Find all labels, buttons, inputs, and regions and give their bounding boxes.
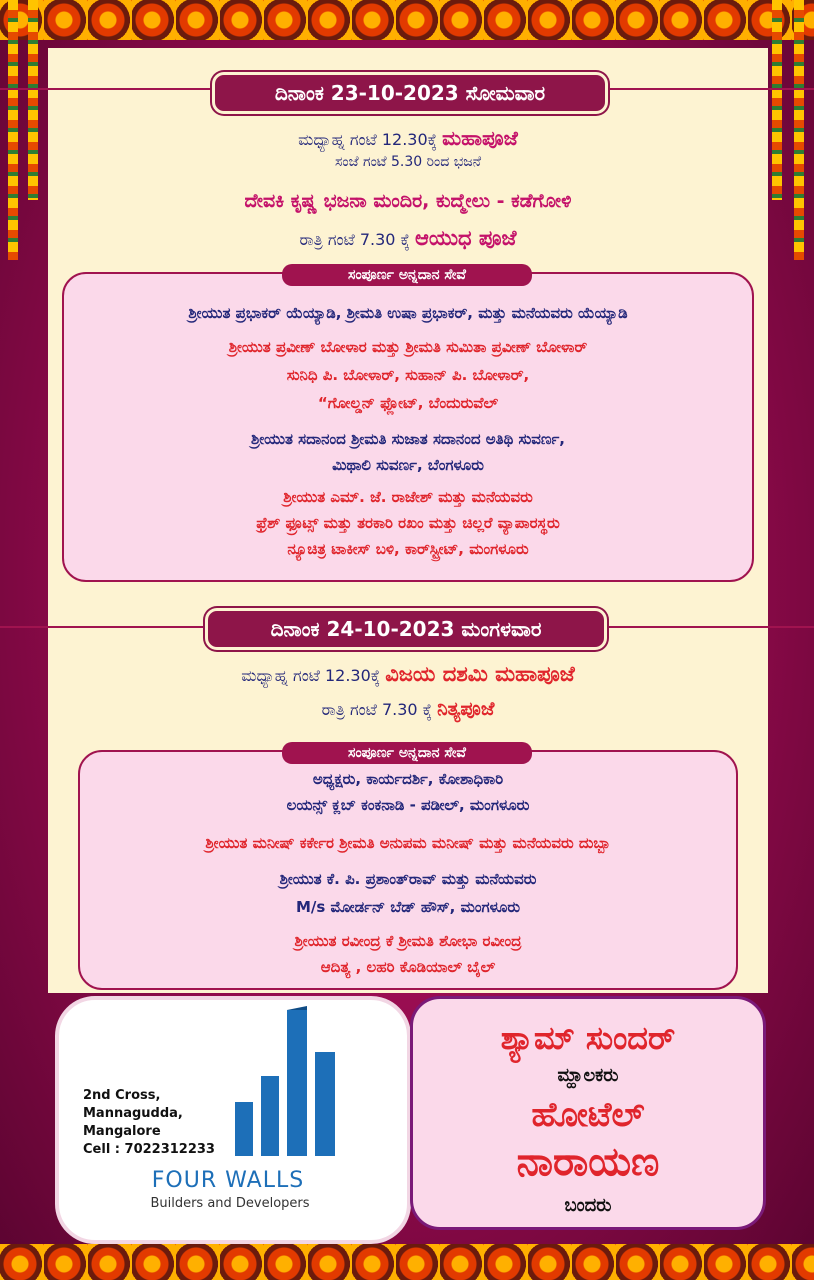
day1-line1-prefix: ಮಧ್ಯಾಹ್ನ ಗಂಟೆ 12.30ಕ್ಕೆ [298,130,438,149]
day1-venue: ದೇವಕಿ ಕೃಷ್ಣ ಭಜನಾ ಮಂದಿರ, ಕುದ್ಮೇಲು - ಕಡೆಗೋಳಿ [244,190,572,212]
brand-tagline: Builders and Developers [150,1196,310,1211]
hotel-label: ಹೋಟೆಲ್ [531,1095,645,1135]
day2-line2 [48,698,768,720]
day2-sponsor-line: ಆದಿತ್ಯ , ಲಹರಿ ಕೊಡಿಯಾಲ್ ಬೈಲ್ [320,958,496,976]
hotel-name: ನಾರಾಯಣ [516,1139,660,1185]
hanging-garland-right-2 [772,0,782,200]
day2-line2-prefix: ರಾತ್ರಿ ಗಂಟೆ 7.30 ಕ್ಕೆ [321,700,433,719]
hotel-location: ಬಂದರು [564,1195,612,1216]
address-line: Mannagudda, [83,1106,183,1121]
day2-sponsor-line: ಶ್ರೀಯುತ ಮನೀಷ್ ಕರ್ಕೇರ ಶ್ರೀಮತಿ ಅನುಪಮ ಮನೀಷ್ ಮತ್ತು ಮನೆಯವರು ದುಬ್ಬಾ [205,834,611,852]
day2-line2-highlight: ನಿತ್ಯಪೂಜೆ [437,698,495,720]
day2-line1 [48,662,768,687]
day1-sponsor-tag: ಸಂಪೂರ್ಣ ಅನ್ನದಾನ ಸೇವೆ [282,264,532,286]
day1-sponsor-line: ಶ್ರೀಯುತ ಎಮ್. ಜೆ. ರಾಜೇಶ್ ಮತ್ತು ಮನೆಯವರು [283,488,533,506]
day2-sponsor-line: ಅಧ್ಯಕ್ಷರು, ಕಾರ್ಯದರ್ಶಿ, ಕೋಶಾಧಿಕಾರಿ [312,770,504,788]
day2-sponsor-line: ಶ್ರೀಯುತ ಕೆ. ಪಿ. ಪ್ರಶಾಂತ್‌ರಾವ್ ಮತ್ತು ಮನೆಯವರು [279,870,537,888]
day2-sponsor-line: ಶ್ರೀಯುತ ರವೀಂದ್ರ ಕೆ ಶ್ರೀಮತಿ ಶೋಭಾ ರವೀಂದ್ರ [294,932,522,950]
day1-sponsor-line: ಸುನಿಧಿ ಪಿ. ಬೋಳಾರ್, ಸುಹಾನ್ ಪಿ. ಬೋಳಾರ್, [286,366,530,384]
address-line: 2nd Cross, [83,1088,161,1103]
day2-line1-prefix: ಮಧ್ಯಾಹ್ನ ಗಂಟೆ 12.30ಕ್ಕೆ [241,666,381,685]
day1-sponsor-line: ಶ್ರೀಯುತ ಸದಾನಂದ ಶ್ರೀಮತಿ ಸುಜಾತ ಸದಾನಂದ ಅತಿಥಿ ಸುವರ್ಣ, [250,430,566,448]
day1-sponsor-line: ನ್ಯೂಚಿತ್ರ ಟಾಕೀಸ್ ಬಳಿ, ಕಾರ್‌ಸ್ಟ್ರೀಟ್, ಮಂಗಳೂರು [287,540,529,558]
day1-sponsor-box [62,267,754,582]
hanging-garland-left-2 [28,0,38,200]
building-logo-icon [231,1006,339,1156]
owner-role: ಮ್ಹಾಲಕರು [557,1065,619,1086]
owner-name: ಶ್ಯಾಮ್ ಸುಂದರ್ [500,1019,676,1057]
hotel-narayana-ad [410,996,766,1230]
day1-line2: ಸಂಜೆ ಗಂಟೆ 5.30 ರಿಂದ ಭಜನೆ [334,154,482,170]
brand-name: FOUR WALLS [151,1168,305,1193]
day2-sponsor-box [78,745,738,990]
day1-line1-highlight: ಮಹಾಪೂಜೆ [442,126,518,150]
flower-garland-bottom [0,1244,814,1280]
day1-sponsor-line: ಶ್ರೀಯುತ ಪ್ರವೀಣ್ ಬೋಳಾರ ಮತ್ತು ಶ್ರೀಮತಿ ಸುಮಿತಾ ಪ್ರವೀಣ್ ಬೋಳಾರ್ [228,338,588,356]
day2-date-label: ದಿನಾಂಕ 24-10-2023 ಮಂಗಳವಾರ [205,608,607,650]
day1-line4-prefix: ರಾತ್ರಿ ಗಂಟೆ 7.30 ಕ್ಕೆ [299,230,410,249]
day2-sponsor-line: M/s ಮೋರ್ಡನ್ ಬೆಡ್ ಹೌಸ್, ಮಂಗಳೂರು [295,898,521,916]
flower-garland-top [0,0,814,40]
hanging-garland-left [8,0,18,260]
day2-sponsor-line: ಲಯನ್ಸ್ ಕ್ಲಬ್ ಕಂಕನಾಡಿ - ಪಡೀಲ್, ಮಂಗಳೂರು [286,796,530,814]
day2-line1-highlight: ವಿಜಯ ದಶಮಿ ಮಹಾಪೂಜೆ [385,662,575,686]
day1-line4 [48,226,768,251]
day1-line4-highlight: ಆಯುಧ ಪೂಜೆ [414,226,517,250]
day1-sponsor-line: ಶ್ರೀಯುತ ಪ್ರಭಾಕರ್ ಯೆಯ್ಯಾಡಿ, ಶ್ರೀಮತಿ ಉಷಾ ಪ್ರಭಾಕರ್, ಮತ್ತು ಮನೆಯವರು ಯೆಯ್ಯಾಡಿ [188,304,628,322]
day1-sponsor-line: ಮಿಥಾಲಿ ಸುವರ್ಣ, ಬೆಂಗಳೂರು [332,456,484,474]
address-line: Mangalore [83,1124,161,1139]
hanging-garland-right [794,0,804,260]
day2-sponsor-tag: ಸಂಪೂರ್ಣ ಅನ್ನದಾನ ಸೇವೆ [282,742,532,764]
day1-line1 [48,126,768,150]
phone-number: Cell : 7022312233 [83,1142,215,1157]
day1-date-label: ದಿನಾಂಕ 23-10-2023 ಸೋಮವಾರ [212,72,608,114]
day1-sponsor-line: ಫ್ರೆಶ್ ಫ್ರೂಟ್ಸ್ ಮತ್ತು ತರಕಾರಿ ರಖಂ ಮತ್ತು ಚಿಲ್ಲರೆ ವ್ಯಾಪಾರಸ್ಥರು [256,514,560,532]
day1-sponsor-line: “ಗೋಲ್ಡನ್ ಫ್ಲೋಟ್, ಬೆಂದುರುವೆಲ್ [317,394,499,412]
